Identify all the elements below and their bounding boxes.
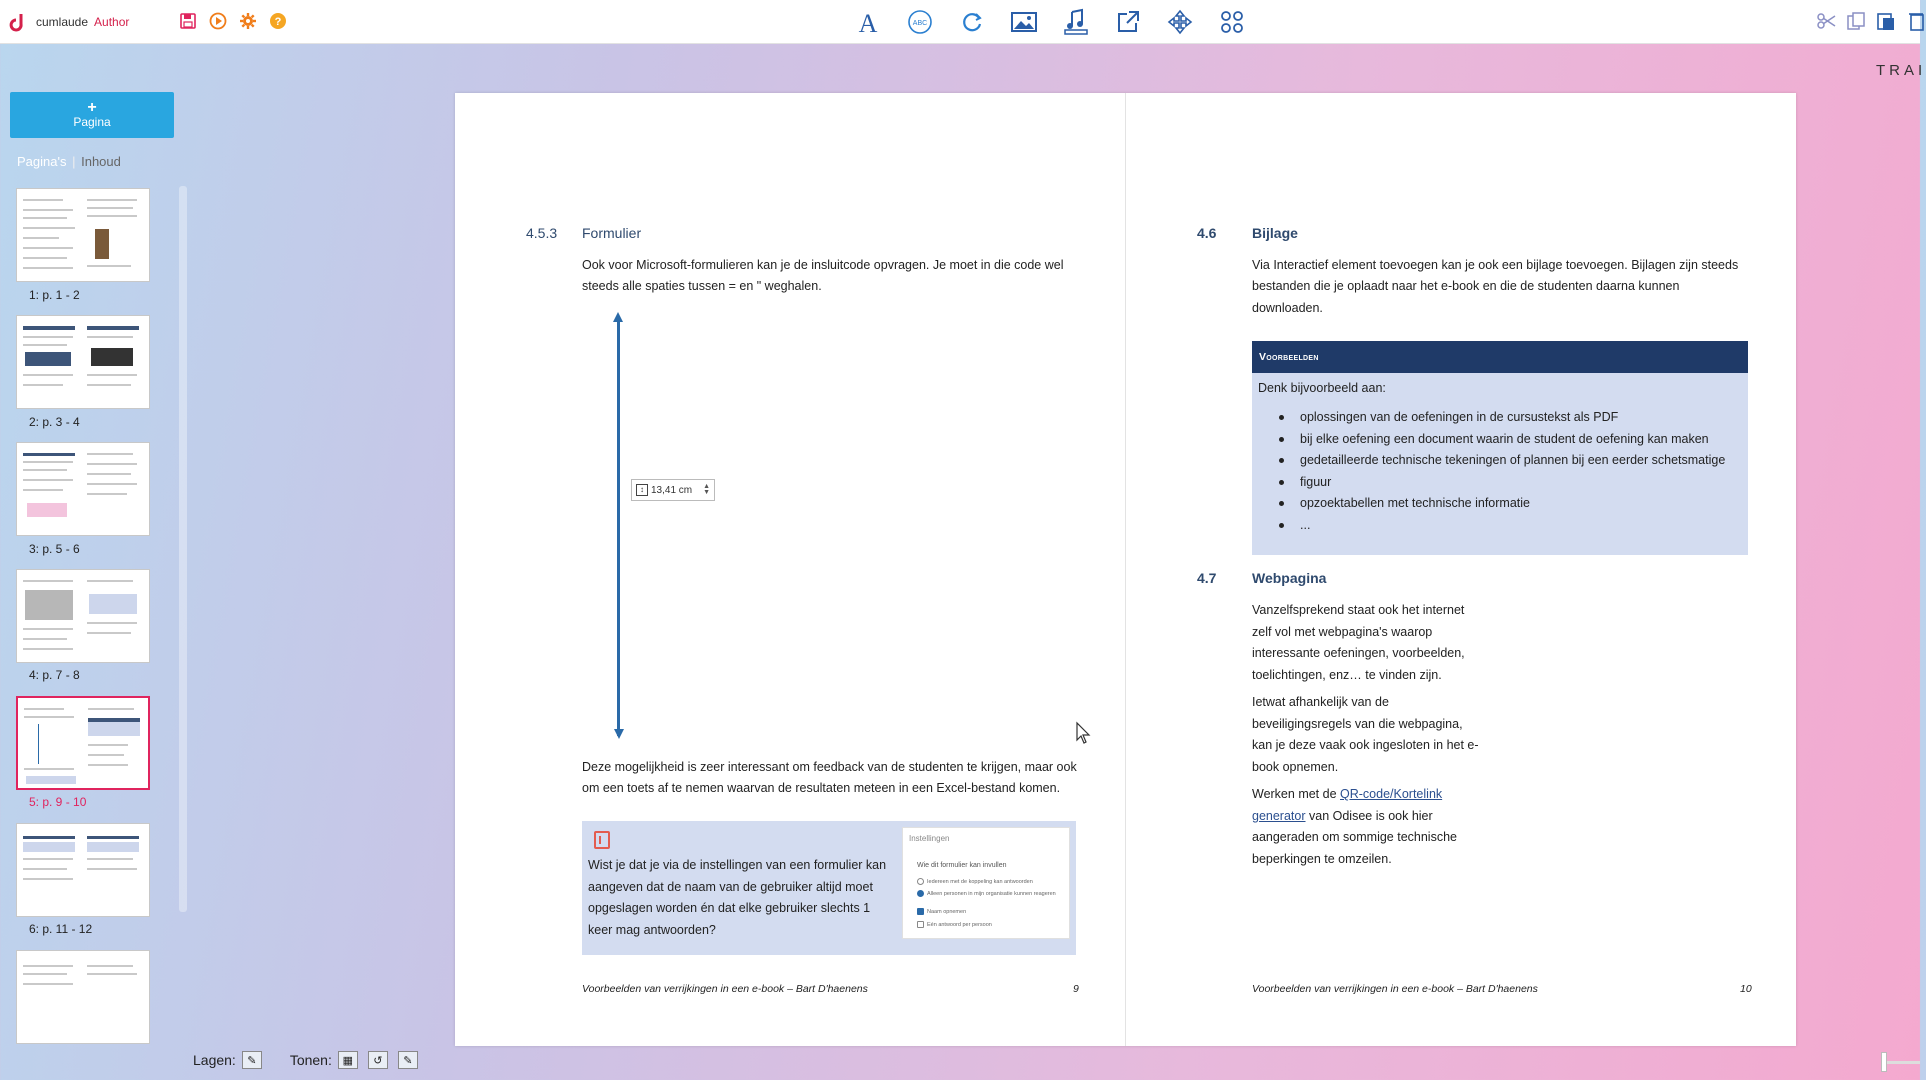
tip-line-2: aangeven dat de naam van de gebruiker altijd moet	[588, 879, 873, 894]
document-icon	[594, 831, 610, 849]
brand	[12, 12, 129, 32]
section-title-webpagina: Webpagina	[1252, 570, 1327, 586]
show-label: Tonen:	[289, 1052, 332, 1068]
tip-line-4: keer mag antwoorden?	[588, 922, 716, 937]
list-item: bij elke oefening een document waarin de student de oefening kan maken	[1272, 429, 1732, 451]
settings-title: Instellingen	[909, 834, 950, 843]
resize-arrow-down-icon[interactable]	[614, 729, 624, 739]
save-icon[interactable]	[178, 11, 198, 31]
settings-screenshot	[902, 827, 1070, 939]
right-page-number: 10	[1740, 983, 1752, 995]
intro-line-2: steeds alle spaties tussen = en " weghalen.	[582, 279, 822, 293]
section-number-bijlage: 4.6	[1197, 225, 1217, 241]
height-input[interactable]	[631, 479, 715, 501]
sidebar-tabs	[17, 154, 121, 169]
bottom-controls	[193, 1051, 422, 1069]
delete-icon[interactable]	[1906, 11, 1926, 31]
section-number: 4.5.3	[526, 225, 558, 241]
grid-icon[interactable]: ▦	[338, 1051, 358, 1069]
qr-code-link[interactable]: QR-code/Kortelink	[1340, 787, 1443, 801]
left-page	[455, 93, 1125, 1046]
bijlage-line-1: Via Interactief element toevoegen kan je ook een bijlage toevoegen. Bijlagen zijn steeds	[1252, 258, 1739, 272]
page-spread	[455, 93, 1796, 1046]
settings-option-1: Iedereen met de koppeling kan antwoorden	[917, 878, 1033, 885]
undo-icon[interactable]: ↺	[368, 1051, 388, 1069]
web-paragraph-3: Werken met de QR-code/Kortelink generator van Odisee is ook hier aangeraden om sommige technische beperkingen te omzeilen.	[1252, 787, 1457, 866]
examples-box-header: Voorbeelden	[1252, 341, 1748, 373]
settings-option-4: Eén antwoord per persoon	[917, 921, 992, 928]
height-value: 13,41 cm	[651, 484, 693, 496]
page-thumbnail-2[interactable]	[16, 315, 150, 409]
tab-pages[interactable]: Pagina's	[17, 154, 67, 169]
add-page-label: Pagina	[73, 115, 111, 129]
page-thumbnail-3[interactable]	[16, 442, 150, 536]
svg-text:ABC: ABC	[912, 20, 928, 27]
zoom-slider[interactable]	[1886, 1061, 1920, 1064]
thumbnail-label-3: 3: p. 5 - 6	[29, 542, 80, 556]
after-line-2: om een toets af te nemen waarvan de resultaten meteen in een Excel-bestand komen.	[582, 781, 1061, 795]
section-number-webpagina: 4.7	[1197, 570, 1217, 586]
thumbnail-label-2: 2: p. 3 - 4	[29, 415, 80, 429]
bijlage-line-2: bestanden die je oplaadt naar het e-book en die de studenten daarna kunnen	[1252, 279, 1680, 293]
height-icon: ↕	[636, 484, 648, 496]
settings-question: Wie dit formulier kan invullen	[917, 862, 1007, 869]
list-item: ...	[1272, 515, 1732, 537]
left-footer: Voorbeelden van verrijkingen in een e-book – Bart D'haenens	[582, 983, 868, 995]
paste-icon[interactable]	[1876, 11, 1896, 31]
after-line-1: Deze mogelijkheid is zeer interessant om feedback van de studenten te krijgen, maar ook	[582, 760, 1077, 774]
left-page-number: 9	[1073, 983, 1079, 995]
generator-link[interactable]: generator	[1252, 808, 1306, 823]
list-item: opzoektabellen met technische informatie	[1272, 493, 1732, 515]
list-item: gedetailleerde technische tekeningen of plannen bij een eerder schetsmatige	[1272, 450, 1732, 472]
right-page	[1126, 93, 1796, 1046]
play-icon[interactable]	[208, 11, 228, 31]
gear-icon[interactable]	[238, 11, 258, 31]
thumbnail-label-4: 4: p. 7 - 8	[29, 668, 80, 682]
apps-icon[interactable]	[1216, 6, 1248, 38]
app-role: Author	[94, 15, 130, 29]
plus-icon: +	[87, 99, 97, 116]
edit-icon[interactable]: ✎	[398, 1051, 418, 1069]
thumbnail-label-5: 5: p. 9 - 10	[29, 795, 87, 809]
app-name: cumlaude	[36, 15, 89, 29]
height-stepper-icon[interactable]: ▲ ▼	[703, 483, 710, 496]
zoom-slider-handle[interactable]	[1881, 1052, 1887, 1072]
tab-separator: |	[72, 154, 76, 169]
examples-intro: Denk bijvoorbeeld aan:	[1258, 381, 1386, 395]
cut-icon[interactable]	[1816, 11, 1836, 31]
spellcheck-icon[interactable]	[904, 6, 936, 38]
examples-list	[1272, 407, 1732, 536]
tab-content[interactable]: Inhoud	[81, 154, 121, 169]
top-toolbar	[0, 0, 1920, 44]
text-icon[interactable]	[852, 6, 884, 38]
settings-option-2: Alleen personen in mijn organisatie kunnen reageren	[917, 890, 1056, 897]
layers-label: Lagen:	[193, 1052, 236, 1068]
thumbnail-label-6: 6: p. 11 - 12	[29, 922, 93, 936]
add-page-button[interactable]	[10, 92, 174, 138]
height-resize-handle[interactable]	[617, 318, 620, 736]
section-title: Formulier	[582, 225, 642, 241]
svg-text:?: ?	[274, 16, 282, 28]
mouse-cursor-icon	[1076, 722, 1092, 746]
bijlage-line-3: downloaden.	[1252, 301, 1323, 315]
intro-line-1: Ook voor Microsoft-formulieren kan je de insluitcode opvragen. Je moet in die code wel	[582, 258, 1064, 272]
copy-icon[interactable]	[1846, 11, 1866, 31]
page-thumbnail-7[interactable]	[16, 950, 150, 1044]
page-thumbnail-1[interactable]	[16, 188, 150, 282]
external-link-icon[interactable]	[1112, 6, 1144, 38]
thumbnail-scrollbar[interactable]	[179, 186, 187, 912]
tip-line-3: opgeslagen worden én dat elke gebruiker slechts 1	[588, 901, 871, 915]
tip-line-1: Wist je dat je via de instellingen van een formulier kan	[588, 858, 887, 872]
page-thumbnail-6[interactable]	[16, 823, 150, 917]
help-icon[interactable]	[268, 11, 288, 31]
web-paragraph-1: Vanzelfsprekend staat ook het internet zelf vol met webpagina's waarop interessante oefeningen, voorbeelden, toelichtingen, enz… te vinden zijn.	[1252, 603, 1465, 682]
cumlaude-logo-icon	[12, 12, 30, 32]
image-icon[interactable]	[1008, 6, 1040, 38]
move-icon[interactable]	[1164, 6, 1196, 38]
page-thumbnail-4[interactable]	[16, 569, 150, 663]
right-footer: Voorbeelden van verrijkingen in een e-book – Bart D'haenens	[1252, 983, 1538, 995]
section-title-bijlage: Bijlage	[1252, 225, 1298, 241]
tip-callout	[582, 821, 1076, 955]
tip-text	[588, 855, 898, 941]
refresh-icon[interactable]	[956, 6, 988, 38]
audio-icon[interactable]	[1060, 6, 1092, 38]
page-thumbnail-5[interactable]	[16, 696, 150, 790]
thumbnail-label-1: 1: p. 1 - 2	[29, 288, 80, 302]
web-paragraph-2: Ietwat afhankelijk van de beveiligingsregels van die webpagina, kan je deze vaak ook ingesloten in het e- book opnemen.	[1252, 695, 1479, 774]
list-item: oplossingen van de oefeningen in de cursustekst als PDF	[1272, 407, 1732, 429]
list-item-continuation: figuur	[1272, 472, 1732, 494]
settings-option-3: Naam opnemen	[917, 908, 966, 915]
svg-text:A: A	[858, 9, 878, 38]
edit-layers-icon[interactable]: ✎	[242, 1051, 262, 1069]
examples-box	[1252, 341, 1748, 555]
trai-label: TRAI	[1876, 62, 1926, 79]
